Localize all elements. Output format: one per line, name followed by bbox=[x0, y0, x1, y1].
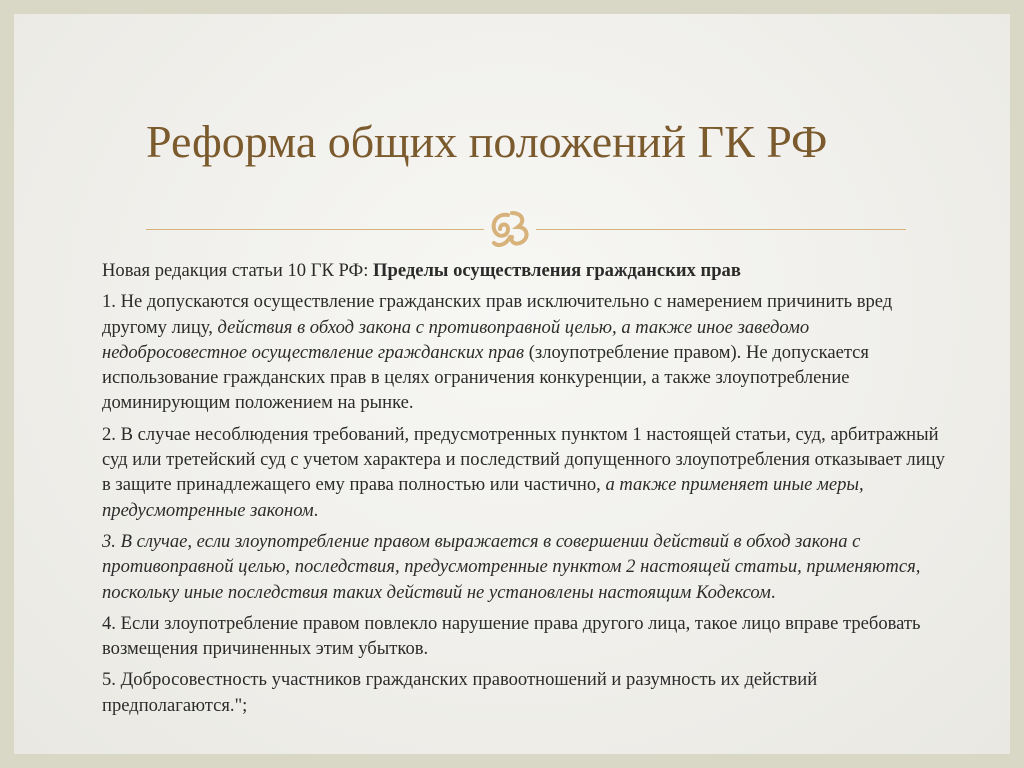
intro-prefix: Новая редакция статьи 10 ГК РФ: bbox=[102, 260, 374, 281]
intro-heading: Пределы осуществления гражданских прав bbox=[373, 260, 741, 281]
slide-body bbox=[102, 258, 952, 724]
title-divider bbox=[146, 207, 906, 251]
paragraph-5: 5. Добросовестность участников гражданских правоотношений и разумность их действий предполагаются."; bbox=[102, 669, 818, 716]
paragraph-3-italic: 3. В случае, если злоупотребление правом выражается в совершении действий в обход закона с противоправной целью, последствия, предусмотренные пунктом 2 настоящей статьи, применяются, поскольку иные последствия таких действий не установлены настоящим Кодексом bbox=[102, 530, 921, 603]
paragraph-1-italic: действия в обход закона с противоправной целью, а также иное заведомо недобросовестное осуществление гражданских прав bbox=[102, 316, 810, 363]
paragraph-2-italic: а также применяет иные меры, предусмотренные законом bbox=[102, 474, 864, 521]
paragraph-3-text-end: . bbox=[770, 581, 776, 603]
divider-line-left bbox=[146, 229, 484, 230]
paragraph-1-text: 1. Не допускаются осуществление гражданских прав исключительно с намерением причинить вред другому лицу, bbox=[102, 291, 893, 338]
paragraph-2-text: 2. В случае несоблюдения требований, предусмотренных пунктом 1 настоящей статьи, суд, арбитражный суд или третейский суд с учетом характера и последствий допущенного злоупотребления отказывает лицу в защите принадлежащего ему права полностью или частично, bbox=[102, 423, 945, 496]
paragraph-1-text-end: (злоупотребление правом). Не допускается использование гражданских прав в целях ограничения конкуренции, а также злоупотребление доминирующим положением на рынке. bbox=[102, 341, 869, 414]
slide-title: Реформа общих положений ГК РФ bbox=[146, 116, 828, 167]
paragraph-4: 4. Если злоупотребление правом повлекло нарушение права другого лица, такое лицо вправе требовать возмещения причиненных этим убытков. bbox=[102, 612, 921, 660]
paragraph-3 bbox=[102, 529, 952, 605]
paragraph-2 bbox=[102, 422, 952, 523]
divider-line-right bbox=[536, 229, 906, 230]
intro-paragraph bbox=[102, 258, 952, 283]
scroll-ornament-icon bbox=[488, 207, 534, 251]
paragraph-2-text-end: . bbox=[313, 499, 319, 521]
paragraph-1 bbox=[102, 289, 952, 415]
